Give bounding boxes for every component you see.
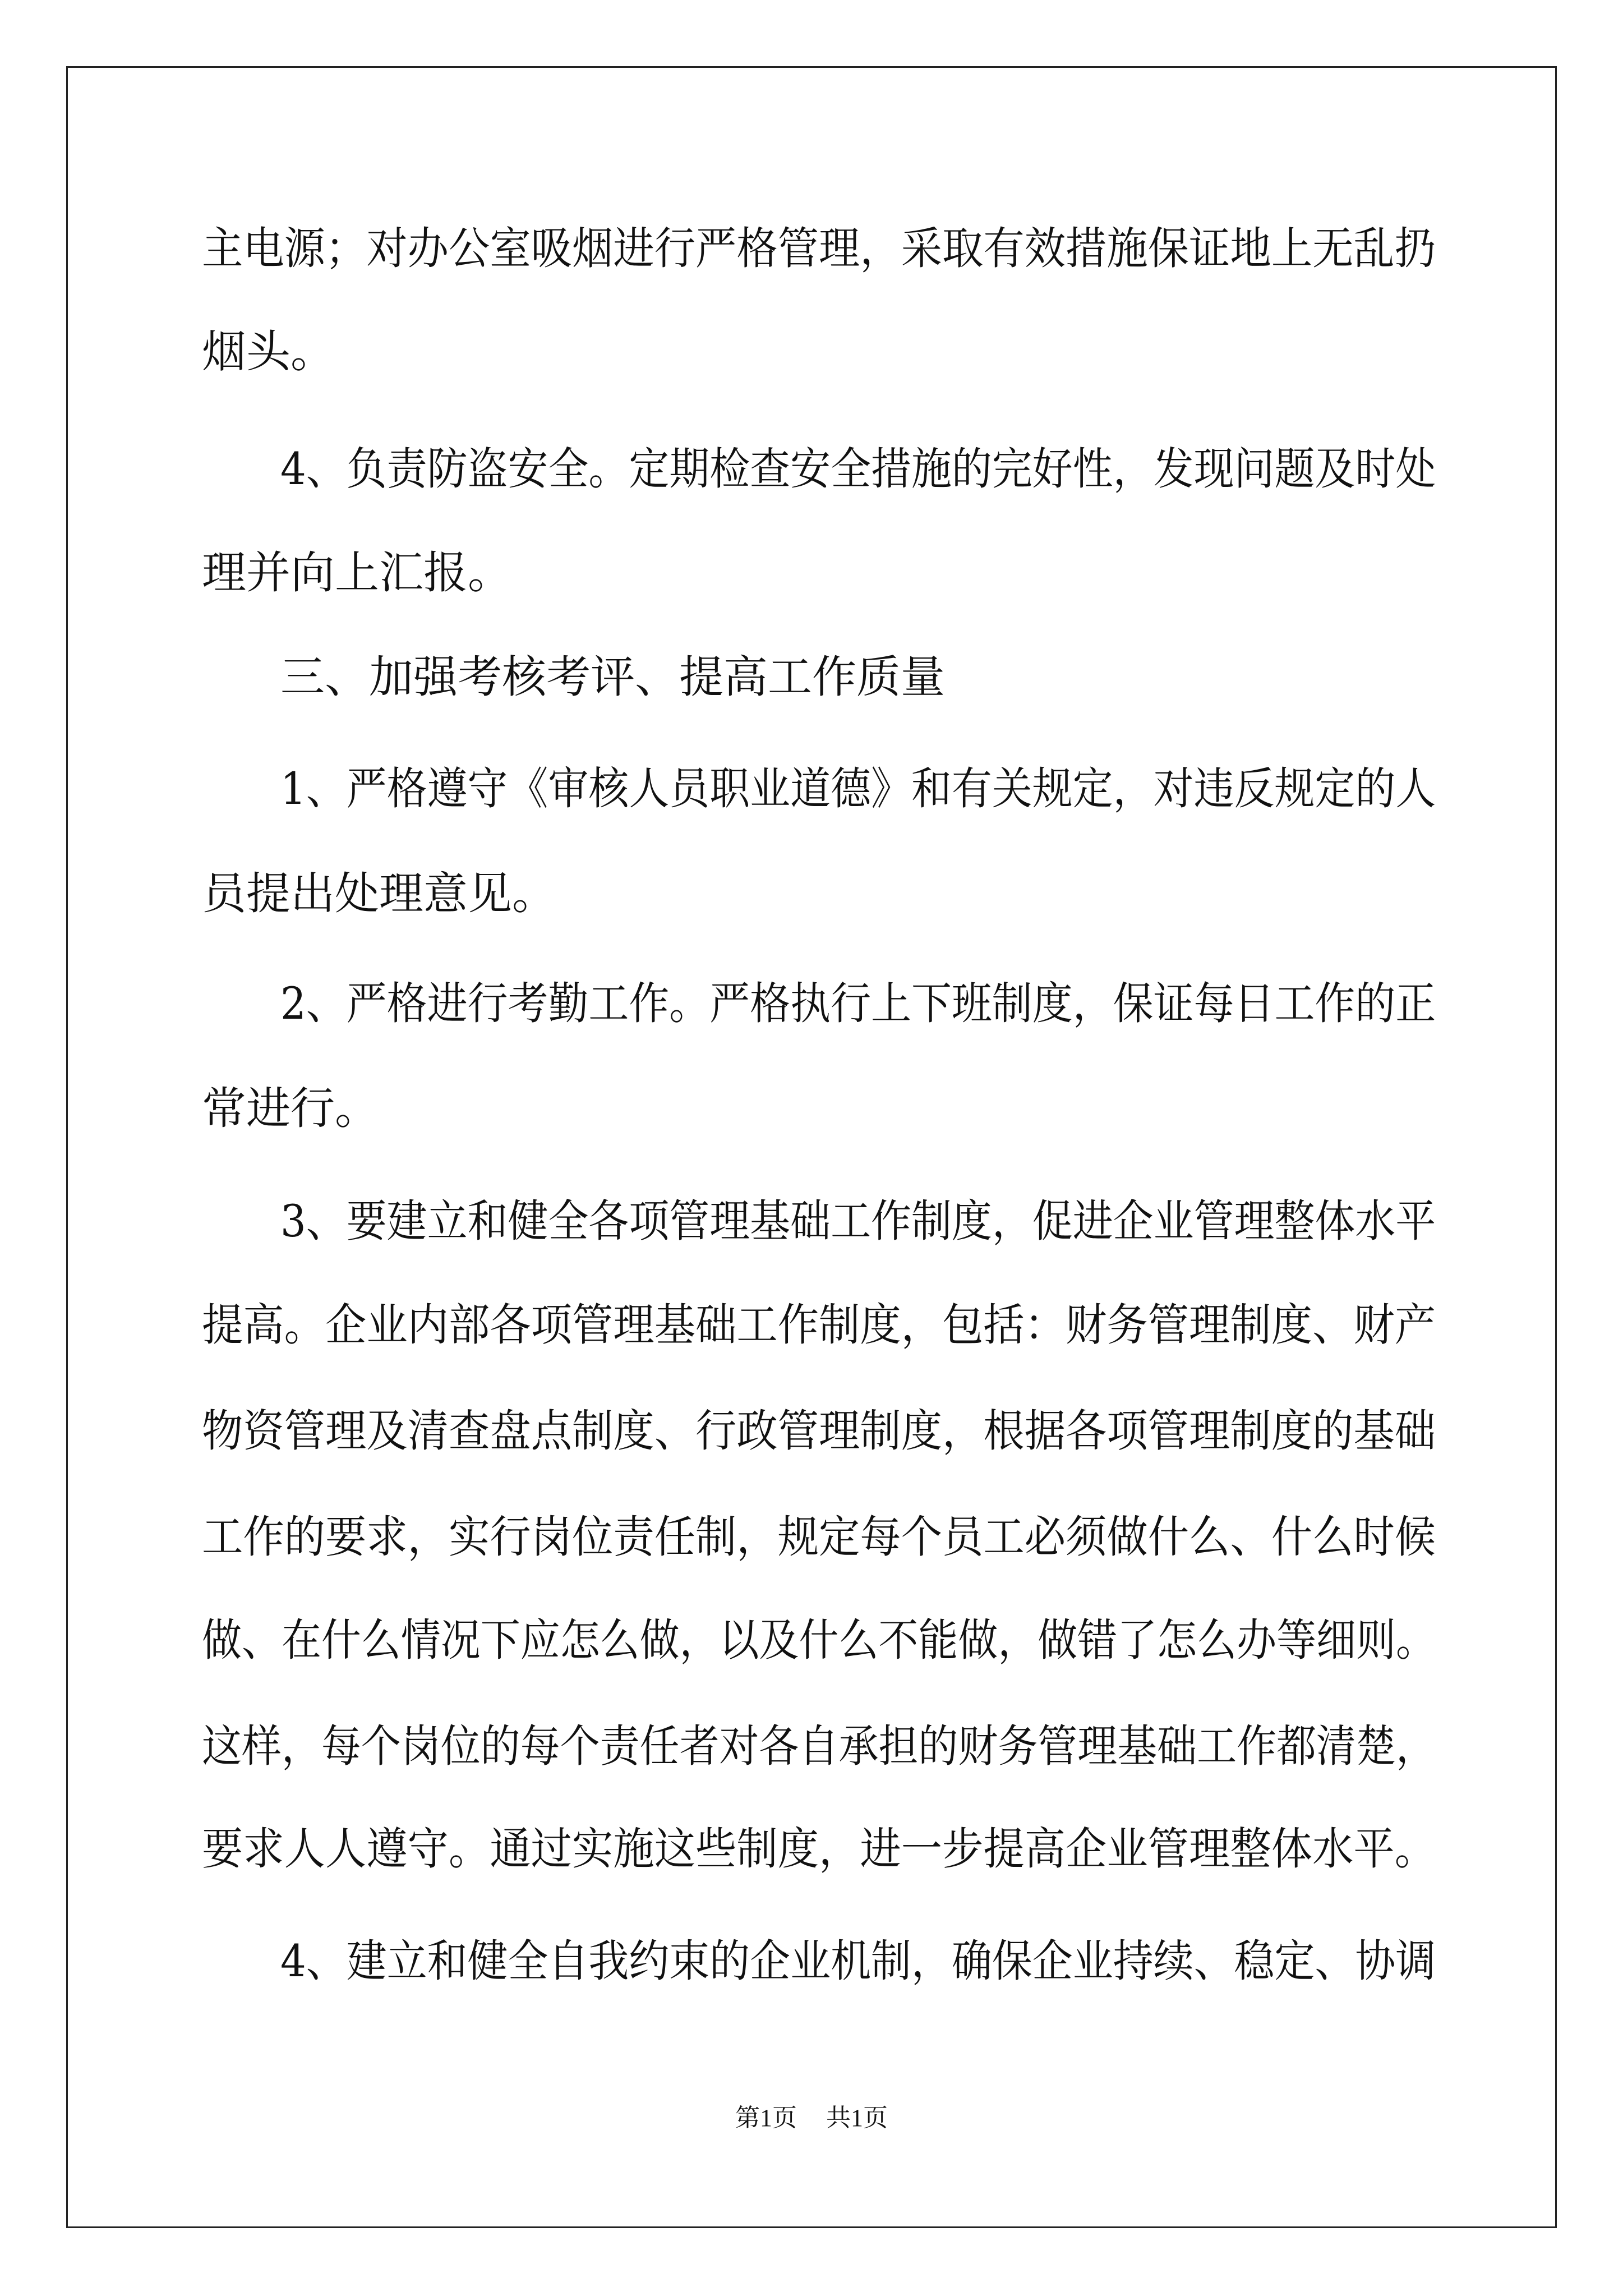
page-border xyxy=(66,66,1557,2228)
text-line: 要求人人遵守。通过实施这些制度，进一步提高企业管理整体水平。 xyxy=(202,1823,1436,1875)
text-line: 4、负责防盗安全。定期检查安全措施的完好性，发现问题及时处 xyxy=(280,443,1436,495)
text-line: 3、要建立和健全各项管理基础工作制度，促进企业管理整体水平 xyxy=(280,1195,1436,1247)
text-line: 物资管理及清查盘点制度、行政管理制度，根据各项管理制度的基础 xyxy=(202,1405,1436,1457)
text-line: 员提出处理意见。 xyxy=(202,868,556,919)
section-heading: 三、加强考核考评、提高工作质量 xyxy=(280,651,945,703)
page-footer xyxy=(0,2097,1623,2133)
text-line: 工作的要求，实行岗位责任制，规定每个员工必须做什么、什么时候 xyxy=(202,1511,1436,1563)
page-number: 第1页 xyxy=(735,2104,797,2132)
text-line: 4、建立和健全自我约束的企业机制，确保企业持续、稳定、协调 xyxy=(280,1935,1436,1987)
text-line: 做、在什么情况下应怎么做，以及什么不能做，做错了怎么办等细则。 xyxy=(202,1614,1436,1666)
text-line: 2、严格进行考勤工作。严格执行上下班制度，保证每日工作的正 xyxy=(280,978,1436,1029)
text-line: 烟头。 xyxy=(202,326,335,378)
text-line: 理并向上汇报。 xyxy=(202,547,512,599)
text-line: 1、严格遵守《审核人员职业道德》和有关规定，对违反规定的人 xyxy=(280,763,1436,815)
text-line: 主电源；对办公室吸烟进行严格管理，采取有效措施保证地上无乱扔 xyxy=(202,223,1436,274)
text-line: 常进行。 xyxy=(202,1083,379,1134)
page-total: 共1页 xyxy=(826,2104,888,2132)
text-line: 提高。企业内部各项管理基础工作制度，包括：财务管理制度、财产 xyxy=(202,1299,1436,1351)
text-line: 这样，每个岗位的每个责任者对各自承担的财务管理基础工作都清楚， xyxy=(202,1720,1436,1772)
